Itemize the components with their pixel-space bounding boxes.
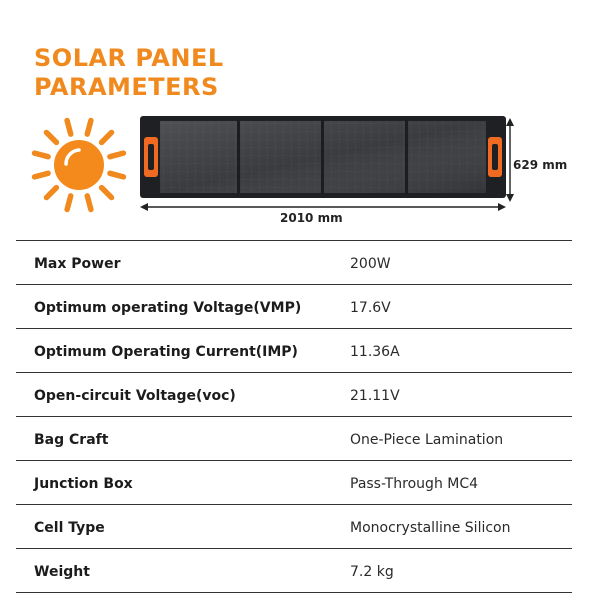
- spec-row: [16, 549, 572, 593]
- spec-label: Max Power: [34, 256, 121, 272]
- sun-ray: [102, 188, 112, 198]
- spec-row: [16, 241, 572, 285]
- spec-table: [16, 240, 572, 593]
- sun-ray: [110, 173, 124, 177]
- spec-value: 21.11V: [350, 388, 400, 404]
- sun-ray: [110, 153, 124, 157]
- sun-ray: [46, 188, 56, 198]
- spec-row: [16, 417, 572, 461]
- spec-row: [16, 285, 572, 329]
- spec-row: [16, 505, 572, 549]
- spec-label: Optimum operating Voltage(VMP): [34, 300, 302, 316]
- spec-row: [16, 461, 572, 505]
- spec-value: 7.2 kg: [350, 564, 394, 580]
- spec-label: Bag Craft: [34, 432, 109, 448]
- spec-value: One-Piece Lamination: [350, 432, 504, 448]
- spec-row: [16, 373, 572, 417]
- sun-ray: [46, 132, 56, 142]
- sun-ray: [87, 121, 91, 135]
- title-line-1: SOLAR PANEL: [34, 44, 224, 72]
- solar-panel-image: [140, 116, 506, 198]
- spec-label: Optimum Operating Current(IMP): [34, 344, 298, 360]
- spec-value: Pass-Through MC4: [350, 476, 479, 492]
- spec-label: Junction Box: [34, 476, 133, 492]
- height-label: 629 mm: [513, 158, 568, 172]
- sun-ray: [35, 173, 49, 177]
- spec-value: 17.6V: [350, 300, 391, 316]
- spec-label: Cell Type: [34, 520, 105, 536]
- spec-value: 200W: [350, 256, 391, 272]
- sun-icon: [26, 112, 132, 218]
- spec-value: 11.36A: [350, 344, 400, 360]
- width-label: 2010 mm: [280, 211, 343, 225]
- title-line-2: PARAMETERS: [34, 73, 219, 101]
- sun-ray: [67, 196, 71, 210]
- sun-ray: [67, 121, 71, 135]
- page-title: [34, 44, 224, 102]
- spec-label: Open-circuit Voltage(voc): [34, 388, 236, 404]
- sun-ray: [87, 196, 91, 210]
- sun-ray: [35, 153, 49, 157]
- spec-value: Monocrystalline Silicon: [350, 520, 511, 536]
- spec-row: [16, 329, 572, 373]
- sun-ray: [102, 132, 112, 142]
- spec-label: Weight: [34, 564, 90, 580]
